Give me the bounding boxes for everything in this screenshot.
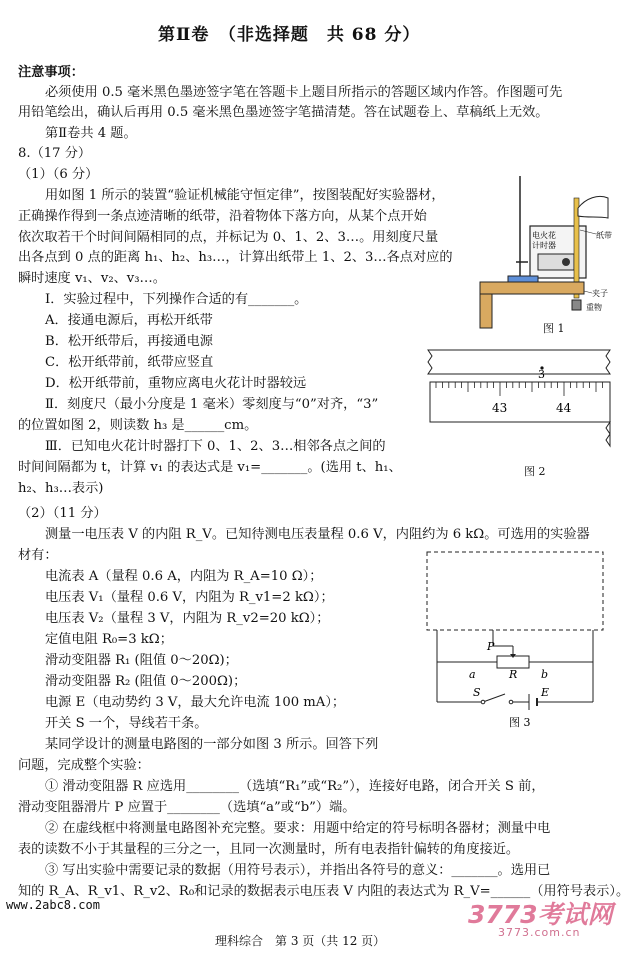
option-d: D．松开纸带前，重物应离电火花计时器较远 (45, 376, 307, 391)
table-top (480, 282, 584, 294)
step-1: 滑动变阻器滑片 P 应置于________（选填“a”或“b”）端。 (18, 800, 356, 815)
figure-1-caption: 图 1 (543, 322, 565, 335)
label-E: E (541, 686, 550, 699)
ruler-body (430, 382, 610, 446)
brand-logo: 3773考试网 (468, 900, 613, 929)
stand (516, 176, 528, 280)
paragraph-line: 某同学设计的测量电路图的一部分如图 3 所示。回答下列 (45, 737, 379, 752)
timer-knob (562, 258, 570, 266)
ruler-tick-44: 44 (556, 401, 572, 415)
paragraph-line: 正确操作得到一条点迹清晰的纸带，沿着物体下落方向，从某个点开始 (18, 209, 427, 224)
watermark-url: www.2abc8.com (6, 898, 100, 912)
step-1: ① 滑动变阻器 R 应选用________（选填“R₁”或“R₂”），连接好电路，闭合开关 S 前， (45, 779, 545, 794)
equipment-item: 定值电阻 R₀=3 kΩ； (45, 632, 173, 647)
equipment-item: 电压表 V₁（量程 0.6 V，内阻为 R_v1=2 kΩ）； (45, 590, 334, 605)
step-2: ② 在虚线框中将测量电路图补充完整。要求：用题中给定的符号标明各器材；测量中电 (45, 821, 551, 836)
sub-question: Ⅲ．已知电火花计时器打下 0、1、2、3…相邻各点之间的 (45, 439, 386, 454)
paragraph-line: 出各点到 0 点的距离 h₁、h₂、h₃…，计算出纸带上 1、2、3…各点对应的 (18, 250, 453, 265)
step-3: ③ 写出实验中需要记录的数据（用符号表示），并指出各符号的意义：_______。选用已 (45, 863, 551, 878)
figure-2-ruler (424, 346, 614, 458)
brand-url: 3773.com.cn (498, 926, 581, 939)
tape-label: 纸带 (596, 231, 612, 240)
tape-strip (428, 350, 610, 374)
option-c: C．松开纸带前，纸带应竖直 (45, 355, 214, 370)
figure-3-circuit (425, 550, 610, 732)
step-2: 表的读数不小于其量程的三分之一，且同一次测量时，所有电表指针偏转的角度接近。 (18, 842, 520, 857)
part-heading: （1）（6 分） (18, 167, 99, 182)
notice-line: 必须使用 0.5 毫米黑色墨迹签字笔在答题卡上题目所指示的答题区域内作答。作图题可先 (45, 85, 563, 100)
equipment-item: 电压表 V₂（量程 3 V，内阻为 R_v2=20 kΩ）； (45, 611, 330, 626)
sub-question: 的位置如图 2，则读数 h₃ 是______cm。 (18, 418, 258, 433)
equipment-item: 电源 E（电动势约 3 V，最大允许电流 100 mA）； (45, 695, 346, 710)
option-b: B．松开纸带后，再接通电源 (45, 334, 213, 349)
step-3: 知的 R_A、R_v1、R_v2、R₀和记录的数据表示电压表 V 内阻的表达式为 R_V=______（用符号表示）。 (18, 884, 630, 899)
notice-line: 用铅笔绘出，确认后再用 0.5 毫米黑色墨迹签字笔描清楚。答在试题卷上、草稿纸上无效。 (18, 105, 549, 120)
timer-label: 电火花 (532, 231, 556, 240)
paragraph-line: 瞬时速度 v₁、v₂、v₃…。 (18, 271, 166, 286)
option-a: A．接通电源后，再松开纸带 (45, 313, 213, 328)
notice-heading: 注意事项： (18, 65, 84, 80)
weight-label: 重物 (586, 303, 602, 312)
label-b: b (541, 668, 549, 681)
weight (572, 300, 581, 310)
figure-1-apparatus (468, 168, 618, 333)
table-leg (480, 294, 492, 328)
sub-question: Ⅰ．实验过程中，下列操作合适的有_______。 (45, 292, 308, 307)
tape-point-label: 3 (538, 368, 545, 381)
label-P: P (487, 640, 495, 653)
timer-label: 计时器 (532, 241, 556, 250)
page-title: 第Ⅱ卷 （非选择题 共 68 分） (158, 25, 421, 45)
page-footer: 理科综合 第 3 页（共 12 页） (215, 934, 386, 948)
dashed-box (427, 552, 603, 630)
paragraph-line: 依次取若干个时间间隔相同的点，并标记为 0、1、2、3…。用刻度尺量 (18, 230, 439, 245)
part-heading: （2）（11 分） (18, 506, 107, 521)
figure-3-caption: 图 3 (509, 716, 531, 729)
hand (578, 196, 608, 218)
label-S: S (473, 686, 481, 699)
switch-contact (509, 700, 513, 704)
paragraph-line: 材有： (18, 548, 58, 563)
notice-line: 第Ⅱ卷共 4 题。 (45, 126, 137, 141)
paragraph-line: 用如图 1 所示的装置“验证机械能守恒定律”，按图装配好实验器材， (45, 188, 445, 203)
ruler-tick-43: 43 (492, 401, 508, 415)
label-a: a (469, 668, 476, 681)
sub-question: h₂、h₃…表示) (18, 481, 104, 496)
figure-2-caption: 图 2 (524, 465, 546, 478)
question-heading: 8.（17 分） (18, 146, 92, 161)
equipment-item: 滑动变阻器 R₁ (阻值 0～20Ω)； (45, 653, 238, 668)
base-block (508, 276, 538, 282)
label-R: R (509, 668, 518, 681)
equipment-item: 开关 S 一个，导线若干条。 (45, 716, 208, 731)
clip-label: 夹子 (592, 289, 608, 298)
switch-contact (481, 700, 485, 704)
paragraph-line: 问题，完成整个实验： (18, 758, 150, 773)
paragraph-line: 测量一电压表 V 的内阻 R_V。已知待测电压表量程 0.6 V，内阻约为 6 kΩ。可选用的实验器 (45, 527, 590, 542)
equipment-item: 滑动变阻器 R₂ (阻值 0～200Ω)； (45, 674, 247, 689)
sub-question: Ⅱ．刻度尺（最小分度是 1 毫米）零刻度与“0”对齐，“3” (45, 397, 379, 412)
sub-question: 时间间隔都为 t，计算 v₁ 的表达式是 v₁=_______。(选用 t、h₁、 (18, 460, 402, 475)
equipment-item: 电流表 A（量程 0.6 A，内阻为 R_A=10 Ω）； (45, 569, 323, 584)
